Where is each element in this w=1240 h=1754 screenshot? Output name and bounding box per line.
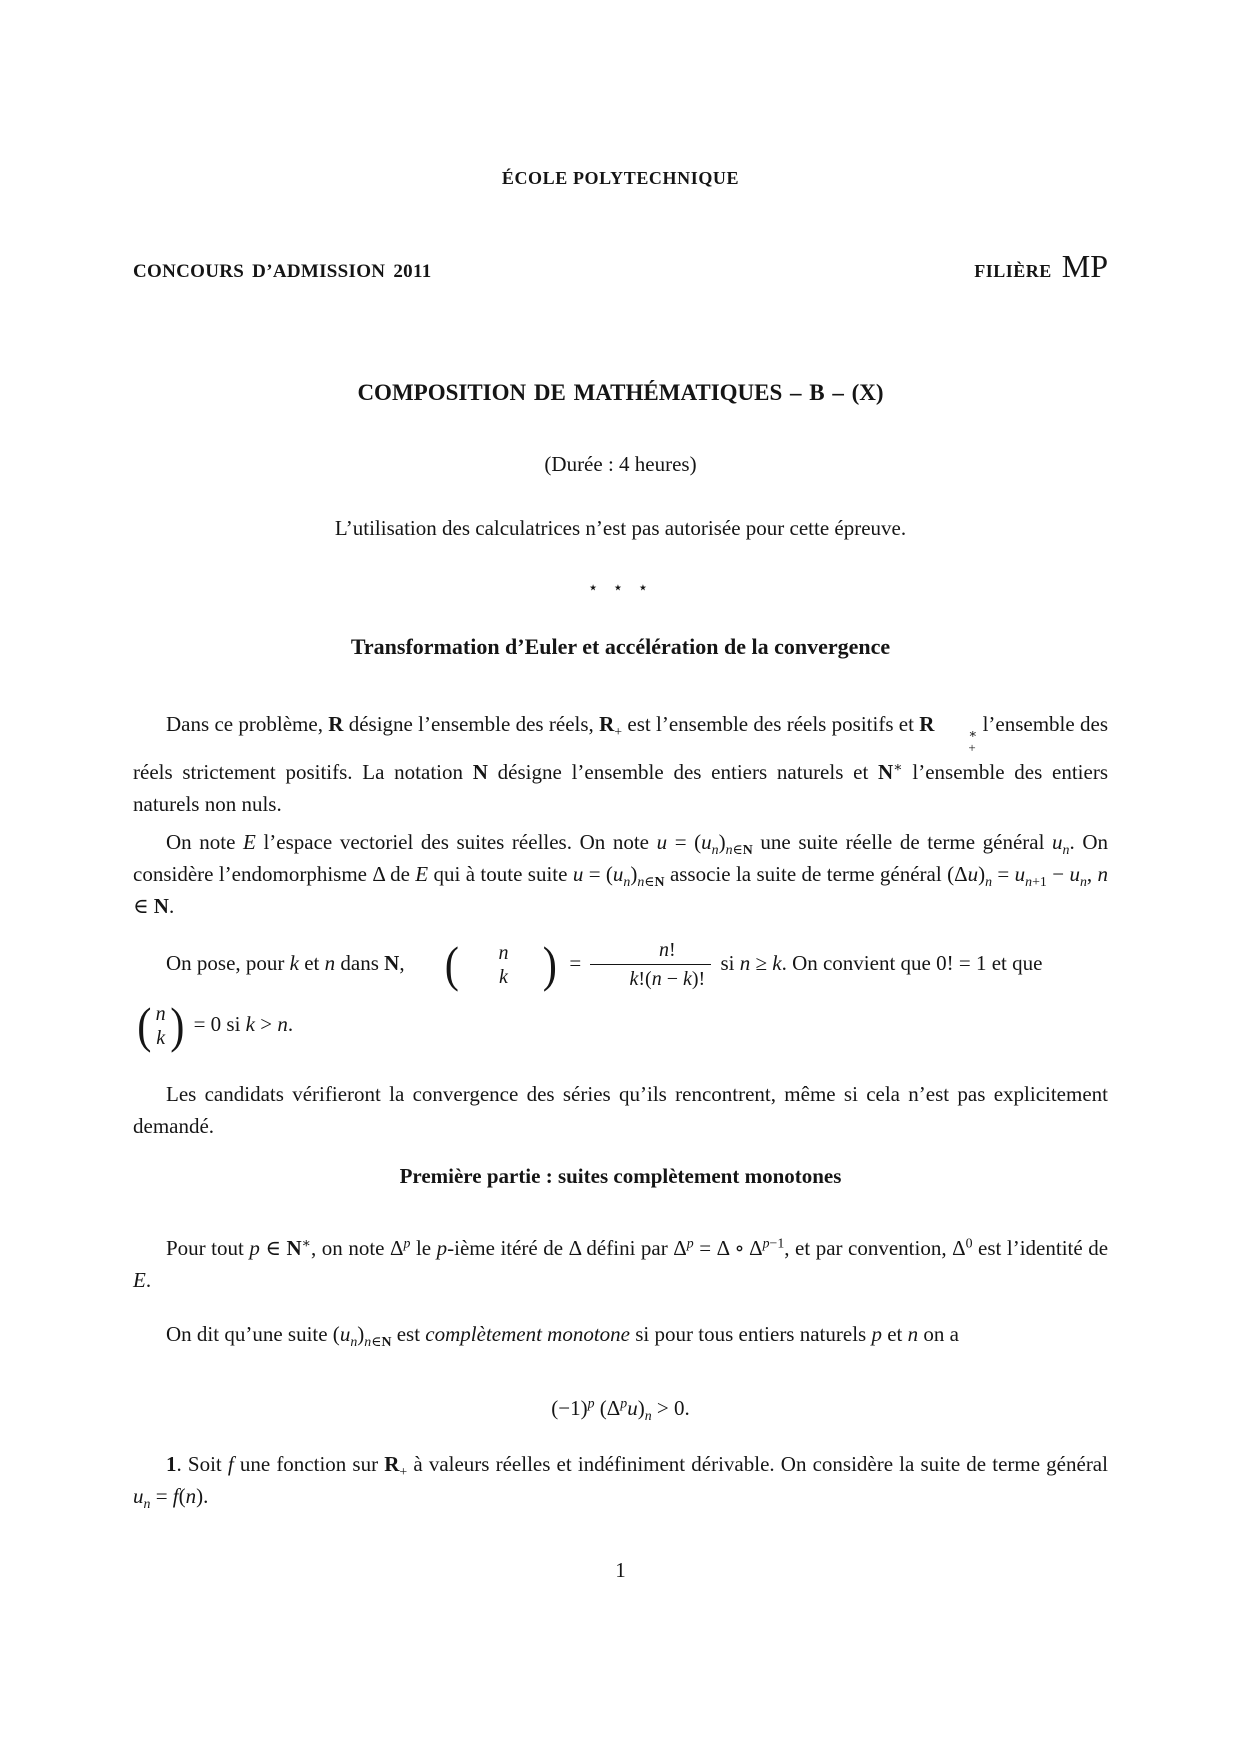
paragraph-sequences-space: On note E l’espace vectoriel des suites réelles. On note $u = (u_n)_{n\in N}$ une suite réelle de terme général $u_n$. On considère l’endomorphisme Δ de E qui à toute suite $u = (u_n)_{n\in N}$ associe la suite de terme général $(\Delta u)_n = u_{n+1} - u_n$, n ∈ N. <box>133 830 1109 918</box>
part-one-heading: Première partie : suites complètement monotones <box>399 1164 842 1188</box>
paragraph-binomial-line1: On pose, pour k et n dans N, ( n k ) = $\frac{n!}{k!(n - k)!}$ si n ≥ k. On convient que 0! = 1 et que <box>166 936 1043 993</box>
paragraph-binomial-line2: ( n k ) = 0 si k > n. <box>137 997 294 1054</box>
question-1-paragraph: 1. Soit f une fonction sur $R_+$ à valeurs réelles et indéfiniment dérivable. On considère la suite de terme général $u_n = f(n)$. <box>133 1452 1108 1511</box>
admission-row <box>133 250 1108 283</box>
filiere-label: FILIÈRE <box>974 261 1052 281</box>
school-title: ÉCOLE POLYTECHNIQUE <box>501 168 740 188</box>
filiere-value: MP <box>1061 248 1108 284</box>
subject-title: Transformation d’Euler et accélération de la convergence <box>350 634 891 659</box>
calculator-notice: L’utilisation des calculatrices n’est pas autorisée pour cette épreuve. <box>334 516 907 540</box>
paragraph-delta-iterates: Pour tout p ∈ N∗, on note $\Delta^p$ le p-ième itéré de Δ défini par $\Delta^p = \Delta$ ∘ $\Delta^{p-1}$, et par convention, $\Delta^0$ est l’identité de E. <box>133 1235 1109 1292</box>
admission-title: CONCOURS D’ADMISSION 2011 <box>133 261 432 282</box>
duration-note: (Durée : 4 heures) <box>544 452 697 476</box>
stars-separator: ⋆ ⋆ ⋆ <box>587 578 654 597</box>
page-number: 1 <box>615 1558 626 1582</box>
paragraph-convergence-warning: Les candidats vérifieront la convergence des séries qu’ils rencontrent, même si cela n’est pas explicitement demandé. <box>133 1082 1108 1138</box>
intro-paragraph-notation: Dans ce problème, R désigne l’ensemble des réels, $R_+$ est l’ensemble des réels positifs et R ∗ + l’ensemble des réels strictement positifs. La notation N désigne l’ensemble des entiers naturels et N∗ l’ensemble des entiers naturels non nuls. <box>133 712 1108 817</box>
filiere-group <box>974 250 1108 282</box>
composition-title: COMPOSITION DE MATHÉMATIQUES – B – (X) <box>357 380 884 405</box>
paragraph-completely-monotone: On dit qu’une suite $(u_n)_{n\in N}$ est complètement monotone si pour tous entiers naturels p et n on a <box>166 1322 959 1349</box>
display-equation-monotone: $(-1)^p$ $(\Delta^pu)_n > 0$. <box>551 1395 690 1423</box>
